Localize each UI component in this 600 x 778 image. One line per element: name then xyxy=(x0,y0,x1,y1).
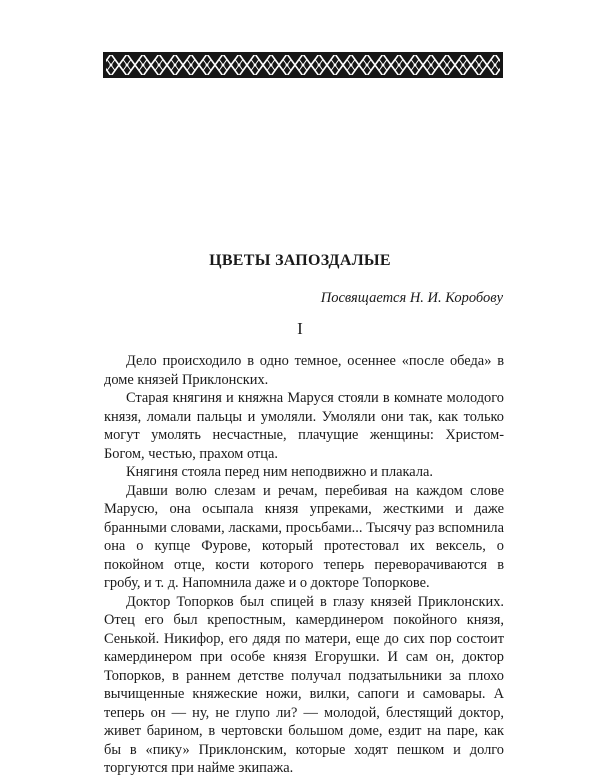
paragraph: Дело происходило в одно темное, осеннее «после обеда» в доме князей Приклонских. xyxy=(104,353,504,388)
body-text xyxy=(104,352,504,778)
chapter-number: I xyxy=(297,319,303,338)
paragraph: Давши волю слезам и речам, перебивая на каждом слове Марусю, она осыпала князя упреками, жесткими и даже бранными словами, ласками, просьбами... Тысячу раз вспомнила она о купце Фурове, который протестовал их вексель, о покойном отце, кости которого теперь переворачиваются в гробу, и т. д. Напомнила даже и о докторе Топоркове. xyxy=(104,482,504,591)
paragraph: Доктор Топорков был спицей в глазу князей Приклонских. Отец его был крепостным, камердинером покойного князя, Сенькой. Никифор, его дядя по матери, еще до сих пор состоит камердинером при особе князя Егорушки. И сам он, доктор Топорков, в раннем детстве получал подзатыльники за плохо вычищенные княжеские ножи, вилки, сапоги и самовары. А теперь он — ну, не глупо ли? — молодой, блестящий доктор, живет барином, в чертовски большом доме, ездит на паре, как бы в «пику» Приклонским, которые ходят пешком и долго торгуются при найме экипажа. xyxy=(104,593,504,776)
decorative-ornament-band xyxy=(103,52,503,78)
dedication: Посвящается Н. И. Коробову xyxy=(320,290,503,306)
paragraph: Старая княгиня и княжна Маруся стояли в комнате молодого князя, ломали пальцы и умоляли. Умоляли они так, как только могут умолять несчастные, плачущие женщины: Христом-Богом, честью, прахом отца. xyxy=(104,390,504,462)
paragraph: Княгиня стояла перед ним неподвижно и плакала. xyxy=(126,464,433,480)
story-title: ЦВЕТЫ ЗАПОЗДАЛЫЕ xyxy=(209,252,391,269)
